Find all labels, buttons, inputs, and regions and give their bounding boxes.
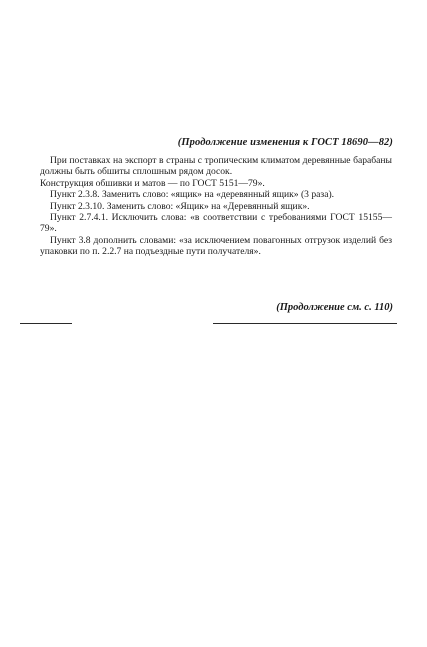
- continuation-note: (Продолжение изменения к ГОСТ 18690—82): [177, 137, 393, 148]
- paragraph-item-2-7-4-1: Пункт 2.7.4.1. Исключить слова: «в соответствии с требованиями ГОСТ 15155—79».: [40, 212, 392, 235]
- continued-note: (Продолжение см. с. 110): [276, 302, 393, 313]
- divider-right: [213, 323, 397, 324]
- paragraph-construction: Конструкция обшивки и матов — по ГОСТ 5151—79».: [40, 177, 265, 189]
- paragraph-item-2-3-10: Пункт 2.3.10. Заменить слово: «Ящик» на «Деревянный ящик».: [50, 200, 310, 212]
- paragraph-item-3-8: Пункт 3.8 дополнить словами: «за исключением повагонных отгрузок изделий без упаковки по п. 2.2.7 на подъездные пути получателя».: [40, 234, 392, 258]
- paragraph-item-2-3-8: Пункт 2.3.8. Заменить слово: «ящик» на «деревянный ящик» (3 раза).: [50, 189, 335, 201]
- divider-left: [20, 323, 72, 324]
- body-text: [40, 155, 392, 258]
- paragraph-export-tropical: При поставках на экспорт в страны с тропическим климатом деревянные барабаны должны быть обшиты сплошным рядом досок.: [40, 155, 392, 178]
